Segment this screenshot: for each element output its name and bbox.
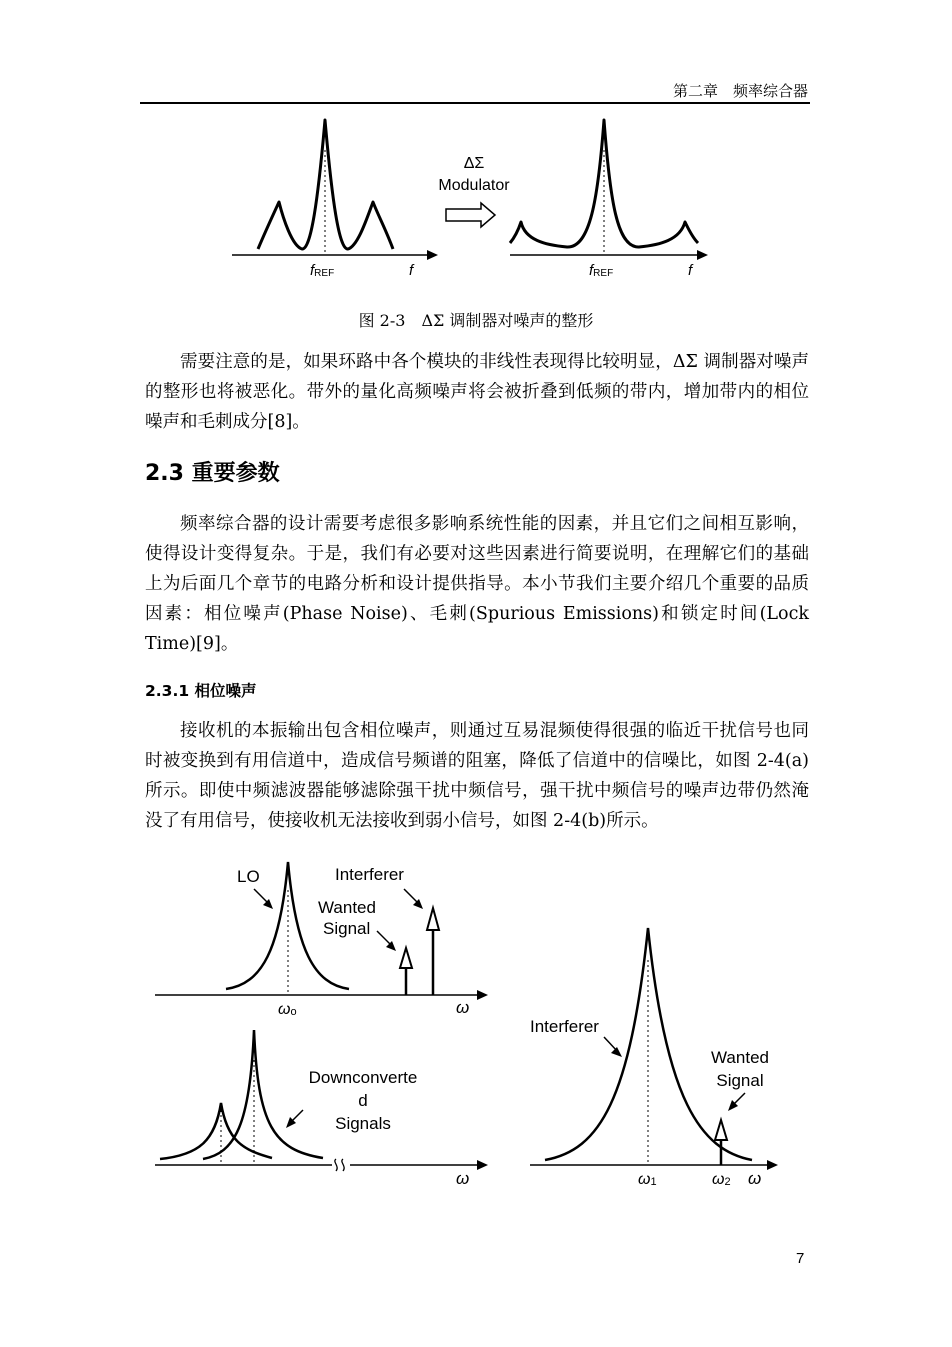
lo-label: LO (237, 867, 260, 886)
running-header (140, 76, 810, 104)
paragraph-2: 频率综合器的设计需要考虑很多影响系统性能的因素，并且它们之间相互影响，使得设计变得复杂。于是，我们有必要对这些因素进行简要说明，在理解它们的基础上为后面几个章节的电路分析和设计提供指导。本小节我们主要介绍几个重要的品质因素：相位噪声(Phase Noise)、毛刺(Spurious Emissions)和锁定时间(Lock Time)[9]。 (145, 514, 809, 654)
omega-o-tick-label: ωo (278, 1001, 297, 1018)
top-wanted-label-2: Signal (323, 919, 371, 938)
bottom-left-axis-arrow (477, 1160, 488, 1170)
section-heading: 2.3 重要参数 (145, 461, 280, 486)
interferer-arrowhead (427, 908, 439, 930)
left-f-axis-label: f (409, 262, 414, 279)
page-number: 7 (796, 1250, 805, 1267)
modulator-label: Modulator (438, 177, 510, 194)
figure-2-3 (0, 110, 952, 290)
downconverted-large-curve (203, 1030, 323, 1159)
right-interferer-label: Interferer (530, 1017, 599, 1036)
downconverted-small-curve (160, 1103, 272, 1159)
modulator-block-arrow (446, 203, 495, 227)
right-axis-arrow (697, 250, 708, 260)
figure-2-4 (0, 850, 952, 1200)
right-interferer-pointer-head (611, 1047, 622, 1057)
subsection-heading: 2.3.1 相位噪声 (145, 682, 257, 700)
weak-wanted-arrowhead (715, 1120, 727, 1140)
chapter-title: 第二章 频率综合器 (672, 82, 808, 100)
modulator-label-delta-sigma: ΔΣ (463, 155, 485, 172)
left-fref-label: fREF (310, 262, 335, 279)
bottom-left-omega-axis-label: ω (456, 1169, 470, 1188)
downconverted-label-1: Downconverte (308, 1068, 418, 1087)
right-spectrum-curve (510, 120, 698, 247)
wanted-signal-arrowhead (400, 948, 412, 968)
right-fref-label: fREF (589, 262, 614, 279)
left-axis-arrow (427, 250, 438, 260)
right-omega-axis-label: ω (748, 1169, 762, 1188)
top-wanted-label-1: Wanted (318, 898, 376, 917)
right-wanted-label-1: Wanted (711, 1048, 769, 1067)
top-left-omega-axis-label: ω (456, 998, 470, 1017)
omega-2-tick-label: ω2 (712, 1171, 731, 1188)
axis-break-mark (335, 1159, 344, 1171)
paragraph-3: 接收机的本振输出包含相位噪声，则通过互易混频使得很强的临近干扰信号也同时被变换到有用信道中，造成信号频谱的阻塞，降低了信道中的信噪比，如图 2-4(a)所示。即使中频滤波器能够滤除强干扰中频信号，强干扰中频信号的噪声边带仍然淹没了有用信号，使接收机无法接收到弱小信号，如图 2-4(b)所示。 (145, 721, 809, 831)
top-left-axis-arrow (477, 990, 488, 1000)
left-spectrum-curve (258, 120, 393, 249)
omega-1-tick-label: ω1 (638, 1171, 657, 1188)
right-f-axis-label: f (688, 262, 693, 279)
downconverted-label-3: Signals (335, 1114, 391, 1133)
downconverted-label-2: d (358, 1091, 368, 1110)
top-interferer-label: Interferer (335, 865, 404, 884)
right-axis-arrow (767, 1160, 778, 1170)
figure-2-3-caption: 图 2-3 ΔΣ 调制器对噪声的整形 (358, 311, 594, 330)
paragraph-1: 需要注意的是，如果环路中各个模块的非线性表现得比较明显，ΔΣ 调制器对噪声的整形也将被恶化。带外的量化高频噪声将会被折叠到低频的带内，增加带内的相位噪声和毛刺成分[8]。 (145, 352, 809, 432)
right-wanted-label-2: Signal (716, 1071, 764, 1090)
